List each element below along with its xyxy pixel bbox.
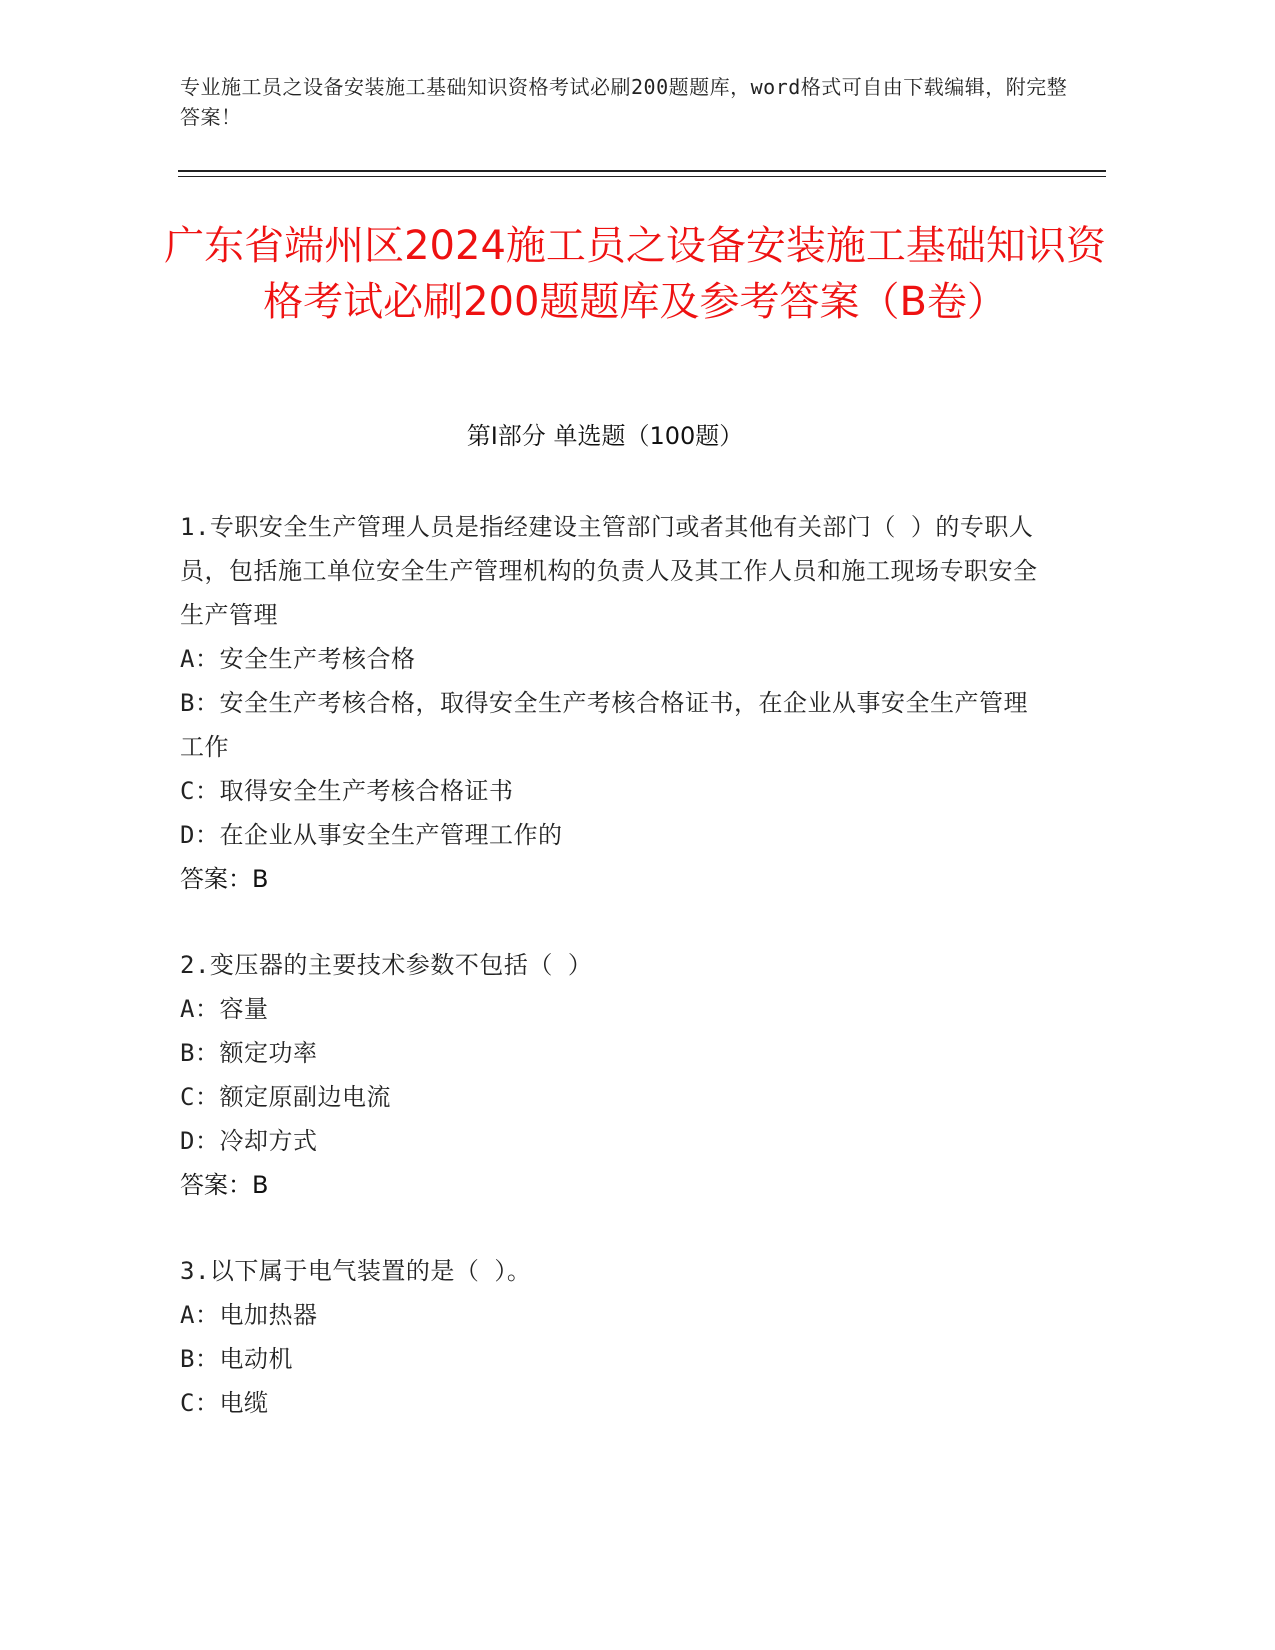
option-c: C：额定原副边电流	[180, 1083, 391, 1111]
answer: 答案：B	[180, 865, 269, 893]
question-stem: 1.专职安全生产管理人员是指经建设主管部门或者其他有关部门（ ）的专职人员，包括施工单位安全生产管理机构的负责人及其工作人员和施工现场专职安全生产管理	[180, 513, 1038, 629]
option-a: A：电加热器	[180, 1301, 318, 1329]
option-c: C：取得安全生产考核合格证书	[180, 777, 514, 805]
question-stem: 3.以下属于电气装置的是（ ）。	[180, 1257, 532, 1285]
section-heading: 第Ⅰ部分 单选题（100题）	[466, 422, 744, 450]
header-rule-thin	[178, 176, 1106, 177]
question-2	[180, 943, 1040, 1207]
option-a: A：安全生产考核合格	[180, 645, 416, 673]
option-b: B：安全生产考核合格，取得安全生产考核合格证书，在企业从事安全生产管理工作	[180, 689, 1028, 761]
option-b: B：额定功率	[180, 1039, 318, 1067]
option-b: B：电动机	[180, 1345, 293, 1373]
document-title: 广东省端州区2024施工员之设备安装施工基础知识资格考试必刷200题题库及参考答案（B卷）	[164, 223, 1106, 325]
question-3	[180, 1249, 1040, 1425]
answer: 答案：B	[180, 1171, 269, 1199]
option-a: A：容量	[180, 995, 269, 1023]
header-note: 专业施工员之设备安装施工基础知识资格考试必刷200题题库，word格式可自由下载编辑，附完整答案！	[180, 75, 1068, 129]
question-1	[180, 505, 1040, 901]
header-rule-thick	[178, 170, 1106, 172]
option-d: D：冷却方式	[180, 1127, 318, 1155]
option-c: C：电缆	[180, 1389, 269, 1417]
question-stem: 2.变压器的主要技术参数不包括（ ）	[180, 951, 593, 979]
option-d: D：在企业从事安全生产管理工作的	[180, 821, 563, 849]
question-list	[180, 505, 1040, 1467]
